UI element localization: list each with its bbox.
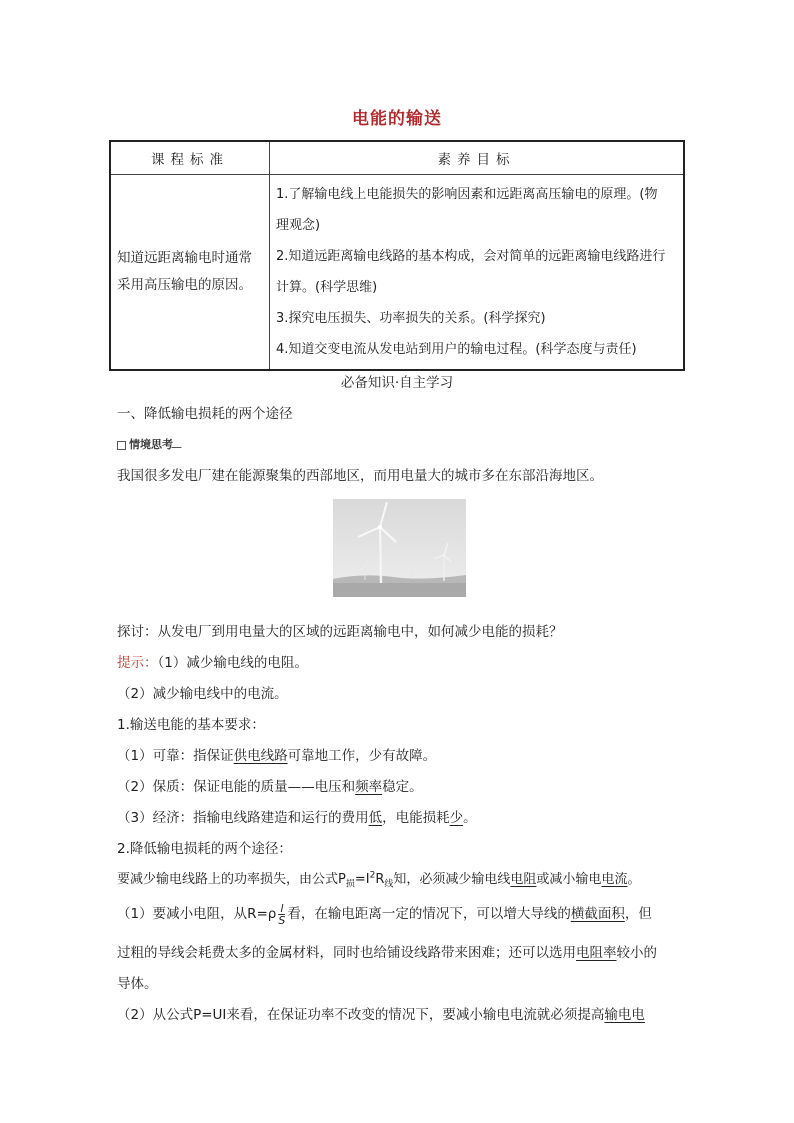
ways-underlined-current: 电流 (601, 872, 628, 887)
curriculum-table (109, 140, 685, 371)
table-header-standard: 课程标准 (110, 141, 270, 175)
r1-text-end: ，但 (624, 906, 652, 922)
ways-r: R (375, 872, 385, 887)
ways-eq: =I (354, 872, 370, 887)
req1-text: （1）可靠：指保证 (117, 748, 234, 764)
hint-line-1 (117, 651, 308, 671)
question-text: 探讨：从发电厂到用电量大的区域的远距离输电中，如何减少电能的损耗？ (117, 624, 563, 640)
table-header-goals: 素养目标 (270, 141, 685, 175)
ways-formula-line (117, 868, 640, 890)
subscript-line: 线 (384, 879, 394, 890)
resistance-line-3: 导体。 (117, 976, 158, 992)
context-badge (117, 436, 184, 452)
r1-text-2: 看，在输电距离一定的情况下，可以增大导线的 (287, 906, 571, 922)
requirement-economic (117, 806, 477, 826)
ways-text-end: 。 (627, 872, 641, 887)
ways-text-2: 知，必须减少输电线 (393, 872, 511, 887)
fraction-denominator: S (278, 913, 286, 927)
wind-turbine-image (333, 499, 466, 597)
req2-underlined: 频率 (355, 779, 383, 795)
goals-cell (270, 175, 685, 371)
r2-underlined-resistivity: 电阻率 (576, 945, 617, 961)
standard-cell: 知道远距离输电时通常采用高压输电的原因。 (110, 175, 270, 371)
req3-text: （3）经济：指输电线路建造和运行的费用 (117, 810, 369, 826)
voltage-line (117, 1003, 645, 1023)
goal-line: 1.了解输电线上电能损失的影响因素和远距离高压输电的原理。(物 (276, 187, 658, 202)
ways-underlined-resistance: 电阻 (510, 872, 537, 887)
ways-text-3: 或减小输电 (536, 872, 602, 887)
req3-underlined-low: 低 (368, 810, 383, 826)
p-underlined: 输电电 (604, 1007, 645, 1023)
fraction-l-over-s (278, 903, 285, 926)
badge-tail-icon (171, 441, 187, 448)
req1-text-end: 可靠地工作，少有故障。 (287, 748, 437, 764)
req2-text-end: 稳定。 (382, 779, 423, 795)
req2-text: （2）保质：保证电能的质量——电压和 (117, 779, 356, 795)
wind-turbine-photo (333, 499, 466, 597)
hint-text-1: （1）减少输电线的电阻。 (157, 655, 308, 671)
r1-text: （1）要减小电阻，从R=ρ (117, 906, 277, 922)
req3-text-end: 。 (463, 810, 477, 826)
ways-text: 要减少输电线路上的功率损失，由公式P (117, 872, 346, 887)
goal-line: 2.知道远距离输电线路的基本构成，会对简单的远距离输电线路进行 (276, 249, 666, 264)
requirement-reliable (117, 744, 436, 764)
badge-square-icon (117, 441, 126, 450)
page-title: 电能的输送 (352, 109, 442, 129)
requirements-title: 1.输送电能的基本要求： (117, 717, 265, 733)
superscript-2: 2 (369, 870, 376, 881)
r2-text-end: 较小的 (616, 945, 657, 961)
fraction-numerator: l (280, 901, 284, 915)
resistance-line-2 (117, 941, 657, 961)
context-text: 我国很多发电厂建在能源聚集的西部地区，而用电量大的城市多在东部沿海地区。 (117, 468, 603, 484)
req1-underlined: 供电线路 (233, 748, 288, 764)
req3-underlined-less: 少 (449, 810, 464, 826)
r1-underlined-area: 横截面积 (570, 906, 625, 922)
heading-reduce-loss: 一、降低输电损耗的两个途径 (117, 406, 293, 422)
hint-label: 提示： (117, 655, 158, 671)
badge-label: 情境思考 (129, 438, 173, 451)
goal-line: 4.知道交变电流从发电站到用户的输电过程。(科学态度与责任) (276, 342, 637, 357)
goal-line: 理观念) (276, 218, 321, 233)
p-text: （2）从公式P=UI来看，在保证功率不改变的情况下，要减小输电电流就必须提高 (117, 1007, 605, 1023)
resistance-line-1 (117, 902, 652, 926)
req3-text-mid: ，电能损耗 (382, 810, 450, 826)
ways-title: 2.降低输电损耗的两个途径： (117, 841, 292, 857)
section-header: 必备知识·自主学习 (340, 375, 454, 391)
subscript-loss: 损 (345, 879, 355, 890)
requirement-quality (117, 775, 423, 795)
goal-line: 3.探究电压损失、功率损失的关系。(科学探究) (276, 311, 546, 326)
goal-line: 计算。(科学思维) (276, 280, 378, 295)
hint-text-2: （2）减少输电线中的电流。 (117, 686, 288, 702)
r2-text: 过粗的导线会耗费太多的金属材料，同时也给铺设线路带来困难；还可以选用 (117, 945, 576, 961)
